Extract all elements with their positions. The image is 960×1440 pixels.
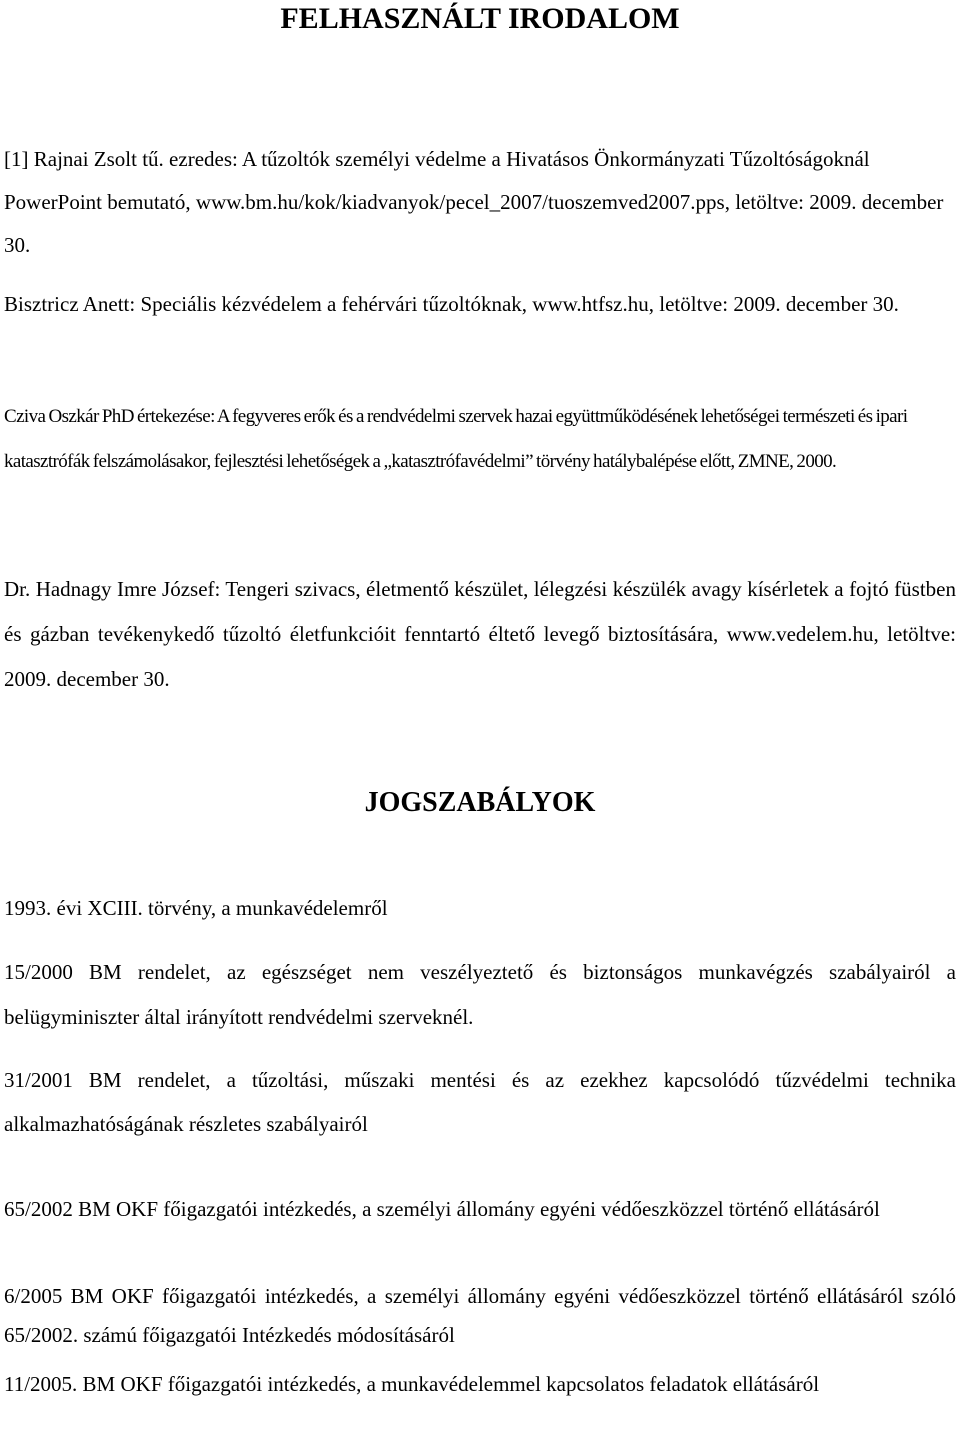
reference-bisztricz: Bisztricz Anett: Speciális kézvédelem a fehérvári tűzoltóknak, www.htfsz.hu, letöltve: 2009. december 30. <box>4 292 899 316</box>
legislation-heading: JOGSZABÁLYOK <box>364 787 596 818</box>
literature-heading: FELHASZNÁLT IRODALOM <box>280 2 680 35</box>
directive-11-2005: 11/2005. BM OKF főigazgatói intézkedés, a munkavédelemmel kapcsolatos feladatok ellátásáról <box>4 1372 820 1396</box>
regulation-31-2001: 31/2001 BM rendelet, a tűzoltási, műszaki mentési és az ezekhez kapcsolódó tűzvédelmi technika alkalmazhatóságának részletes szabályairól <box>4 1068 956 1136</box>
regulation-15-2000: 15/2000 BM rendelet, az egészséget nem veszélyeztető és biztonságos munkavégzés szabályairól a belügyminiszter által irányított rendvédelmi szerveknél. <box>4 960 956 1029</box>
reference-cziva: Cziva Oszkár PhD értekezése: A fegyveres erők és a rendvédelmi szervek hazai együttműködésének lehetőségei természeti és ipari katasztrófák felszámolásakor, fejlesztési lehetőségek a „katasztrófavédelmi” törvény hatálybalépése előtt, ZMNE, 2000. <box>4 406 908 472</box>
reference-hadnagy: Dr. Hadnagy Imre József: Tengeri szivacs, életmentő készület, lélegzési készülék avagy kísérletek a fojtó füstben és gázban tevékenykedő tűzoltó életfunkcióit fenntartó éltető levegő biztosítására, www.vedelem.hu, letöltve: 2009. december 30. <box>4 577 956 691</box>
directive-6-2005: 6/2005 BM OKF főigazgatói intézkedés, a személyi állomány egyéni védőeszközzel történő ellátásáról szóló 65/2002. számú főigazgatói Intézkedés módosításáról <box>4 1284 956 1347</box>
reference-rajnai: [1] Rajnai Zsolt tű. ezredes: A tűzoltók személyi védelme a Hivatásos Önkormányzati Tűzoltóságoknál PowerPoint bemutató, www.bm.hu/kok/kiadvanyok/pecel_2007/tuoszemved2007.pps, letöltve: 2009. december 30. <box>4 147 944 257</box>
directive-65-2002: 65/2002 BM OKF főigazgatói intézkedés, a személyi állomány egyéni védőeszközzel történő ellátásáról <box>4 1197 880 1221</box>
law-1993-xciii: 1993. évi XCIII. törvény, a munkavédelemről <box>4 896 388 920</box>
